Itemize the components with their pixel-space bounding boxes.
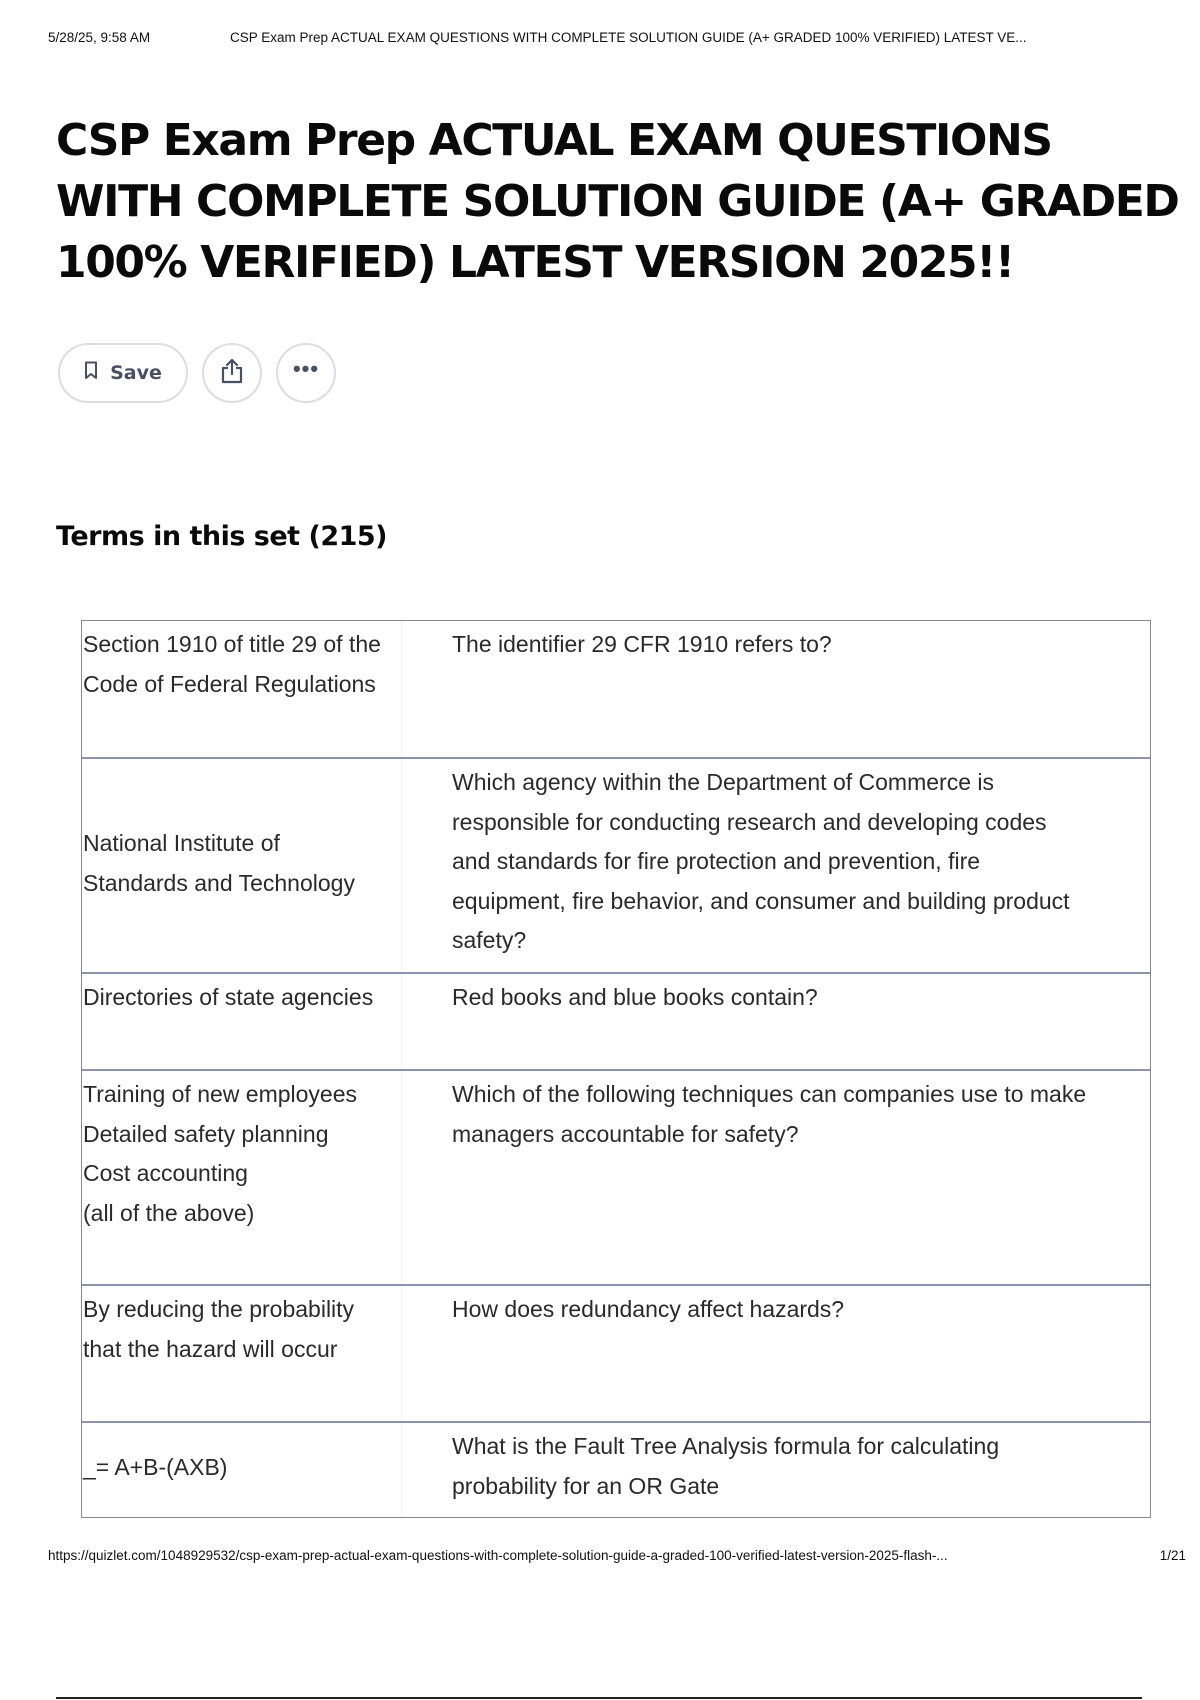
term-row — [82, 1069, 1150, 1284]
term-question: What is the Fault Tree Analysis formula for calculating probability for an OR Gate — [452, 1433, 1000, 1499]
term-answer: Directories of state agencies — [82, 974, 402, 1069]
share-icon — [219, 357, 245, 390]
share-button[interactable] — [202, 343, 262, 403]
print-header — [48, 30, 1180, 50]
term-row — [82, 1421, 1150, 1517]
print-datetime: 5/28/25, 9:58 AM — [48, 30, 151, 45]
save-button[interactable] — [58, 343, 188, 403]
term-row — [82, 757, 1150, 972]
bookmark-icon — [84, 361, 98, 385]
term-answer: Section 1910 of title 29 of the Code of Federal Regulations — [82, 621, 402, 757]
terms-heading: Terms in this set (215) — [56, 521, 388, 552]
term-question: Which agency within the Department of Commerce is responsible for conducting research and developing codes and standards for fire protection and prevention, fire equipment, fire behavior, and consumer and building product safety? — [452, 769, 1070, 953]
term-question: Red books and blue books contain? — [452, 984, 818, 1010]
term-answer: Training of new employees Detailed safety planning Cost accounting (all of the above) — [82, 1071, 402, 1284]
term-row — [82, 621, 1150, 757]
print-url: https://quizlet.com/1048929532/csp-exam-prep-actual-exam-questions-with-complete-solution-guide-a-graded-100-verified-latest-version-2025-flash-... — [48, 1548, 948, 1563]
page-title: CSP Exam Prep ACTUAL EXAM QUESTIONS WITH COMPLETE SOLUTION GUIDE (A+ GRADED 100% VERIFIED) LATEST VERSION 2025!! — [56, 115, 1179, 288]
term-question: Which of the following techniques can companies use to make managers accountable for safety? — [452, 1081, 1087, 1147]
more-horizontal-icon: ••• — [292, 356, 320, 381]
term-answer: National Institute of Standards and Technology — [82, 759, 402, 972]
term-question: How does redundancy affect hazards? — [452, 1296, 845, 1322]
more-options-button[interactable] — [276, 343, 336, 403]
print-doc-title: CSP Exam Prep ACTUAL EXAM QUESTIONS WITH COMPLETE SOLUTION GUIDE (A+ GRADED 100% VERIFIED) LATEST VE... — [230, 30, 1027, 45]
term-row — [82, 1284, 1150, 1421]
term-answer: By reducing the probability that the hazard will occur — [82, 1286, 402, 1421]
terms-table — [81, 620, 1151, 1518]
print-footer — [48, 1548, 1186, 1568]
term-question: The identifier 29 CFR 1910 refers to? — [452, 631, 832, 657]
term-answer: _= A+B-(AXB) — [82, 1423, 402, 1517]
page-number: 1/21 — [1159, 1548, 1186, 1563]
divider — [56, 1697, 1142, 1699]
action-bar — [58, 343, 336, 403]
term-row — [82, 972, 1150, 1069]
save-label: Save — [110, 362, 162, 384]
